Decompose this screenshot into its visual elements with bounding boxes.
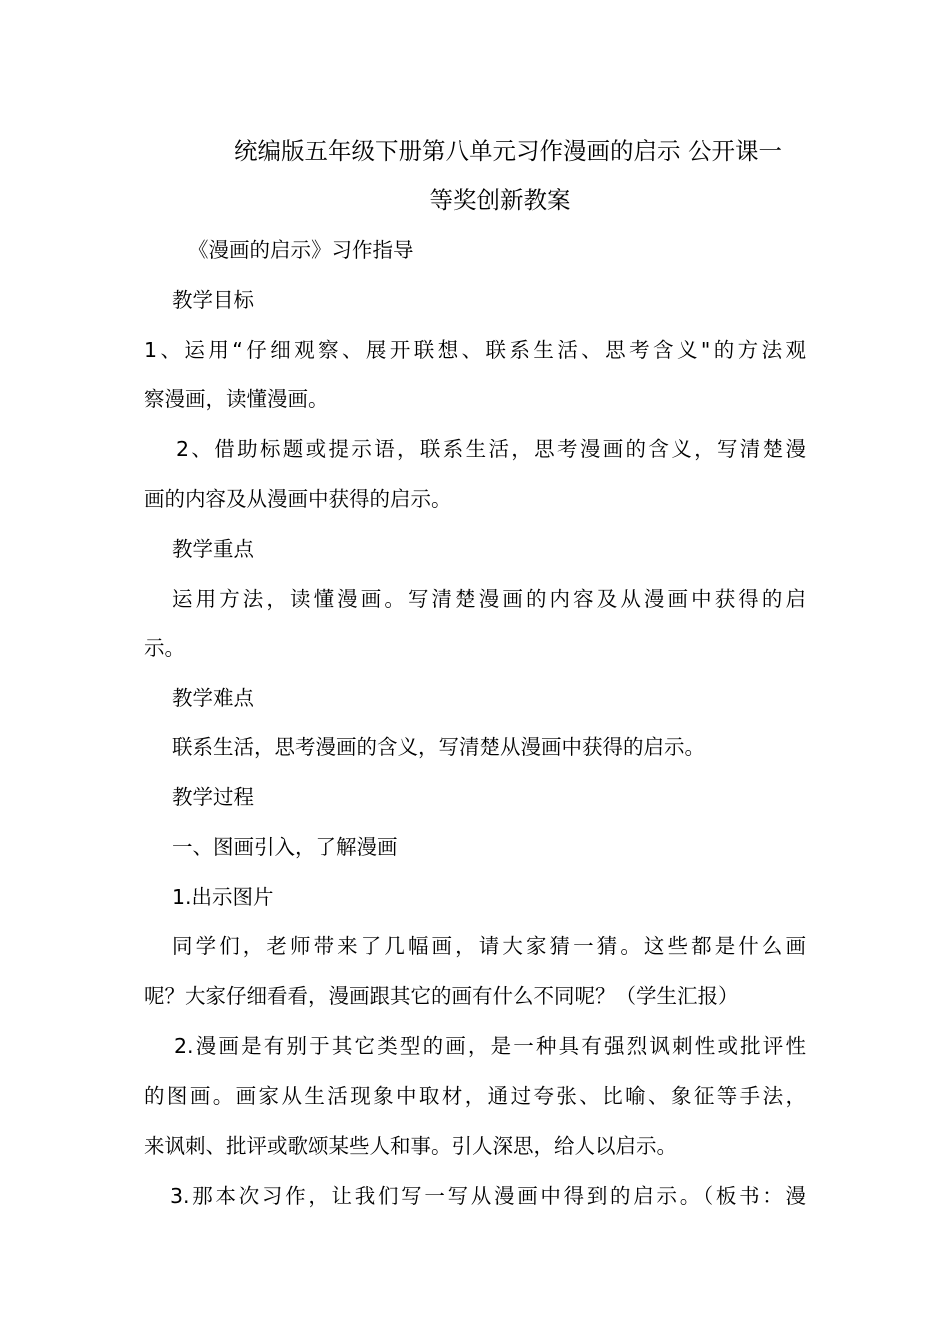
objective-1-line-1: 1、运用“仔细观察、展开联想、联系生活、思考含义"的方法观 xyxy=(144,338,806,362)
document-title-line-2: 等奖创新教案 xyxy=(429,186,571,214)
step-1-line-2: 呢？大家仔细看看，漫画跟其它的画有什么不同呢？（学生汇报） xyxy=(144,984,739,1008)
key-point-line-2: 示。 xyxy=(144,636,185,660)
step-3-line-1: 3.那本次习作，让我们写一写从漫画中得到的启示。（板书：漫 xyxy=(170,1184,806,1208)
objective-1-line-2: 察漫画，读懂漫画。 xyxy=(144,387,329,411)
heading-process: 教学过程 xyxy=(172,785,254,809)
step-1-heading: 1.出示图片 xyxy=(172,885,274,909)
heading-difficulty: 教学难点 xyxy=(172,686,254,710)
heading-key-point: 教学重点 xyxy=(172,537,254,561)
key-point-line-1: 运用方法，读懂漫画。写清楚漫画的内容及从漫画中获得的启 xyxy=(172,587,806,611)
section-1-heading: 一、图画引入，了解漫画 xyxy=(172,835,398,859)
objective-2-line-2: 画的内容及从漫画中获得的启示。 xyxy=(144,487,452,511)
step-2-line-3: 来讽刺、批评或歌颂某些人和事。引人深思，给人以启示。 xyxy=(144,1134,677,1158)
difficulty-text: 联系生活，思考漫画的含义，写清楚从漫画中获得的启示。 xyxy=(172,735,705,759)
step-2-line-1: 2.漫画是有别于其它类型的画，是一种具有强烈讽刺性或批评性 xyxy=(174,1034,806,1058)
objective-2-line-1: 2、借助标题或提示语，联系生活，思考漫画的含义，写清楚漫 xyxy=(176,437,806,461)
document-title-line-1: 统编版五年级下册第八单元习作漫画的启示 公开课一 xyxy=(234,137,782,165)
heading-objectives: 教学目标 xyxy=(172,288,254,312)
step-2-line-2: 的图画。画家从生活现象中取材，通过夸张、比喻、象征等手法， xyxy=(144,1084,806,1108)
lesson-subtitle: 《漫画的启示》习作指导 xyxy=(188,238,414,262)
step-1-line-1: 同学们，老师带来了几幅画，请大家猜一猜。这些都是什么画 xyxy=(172,934,806,958)
